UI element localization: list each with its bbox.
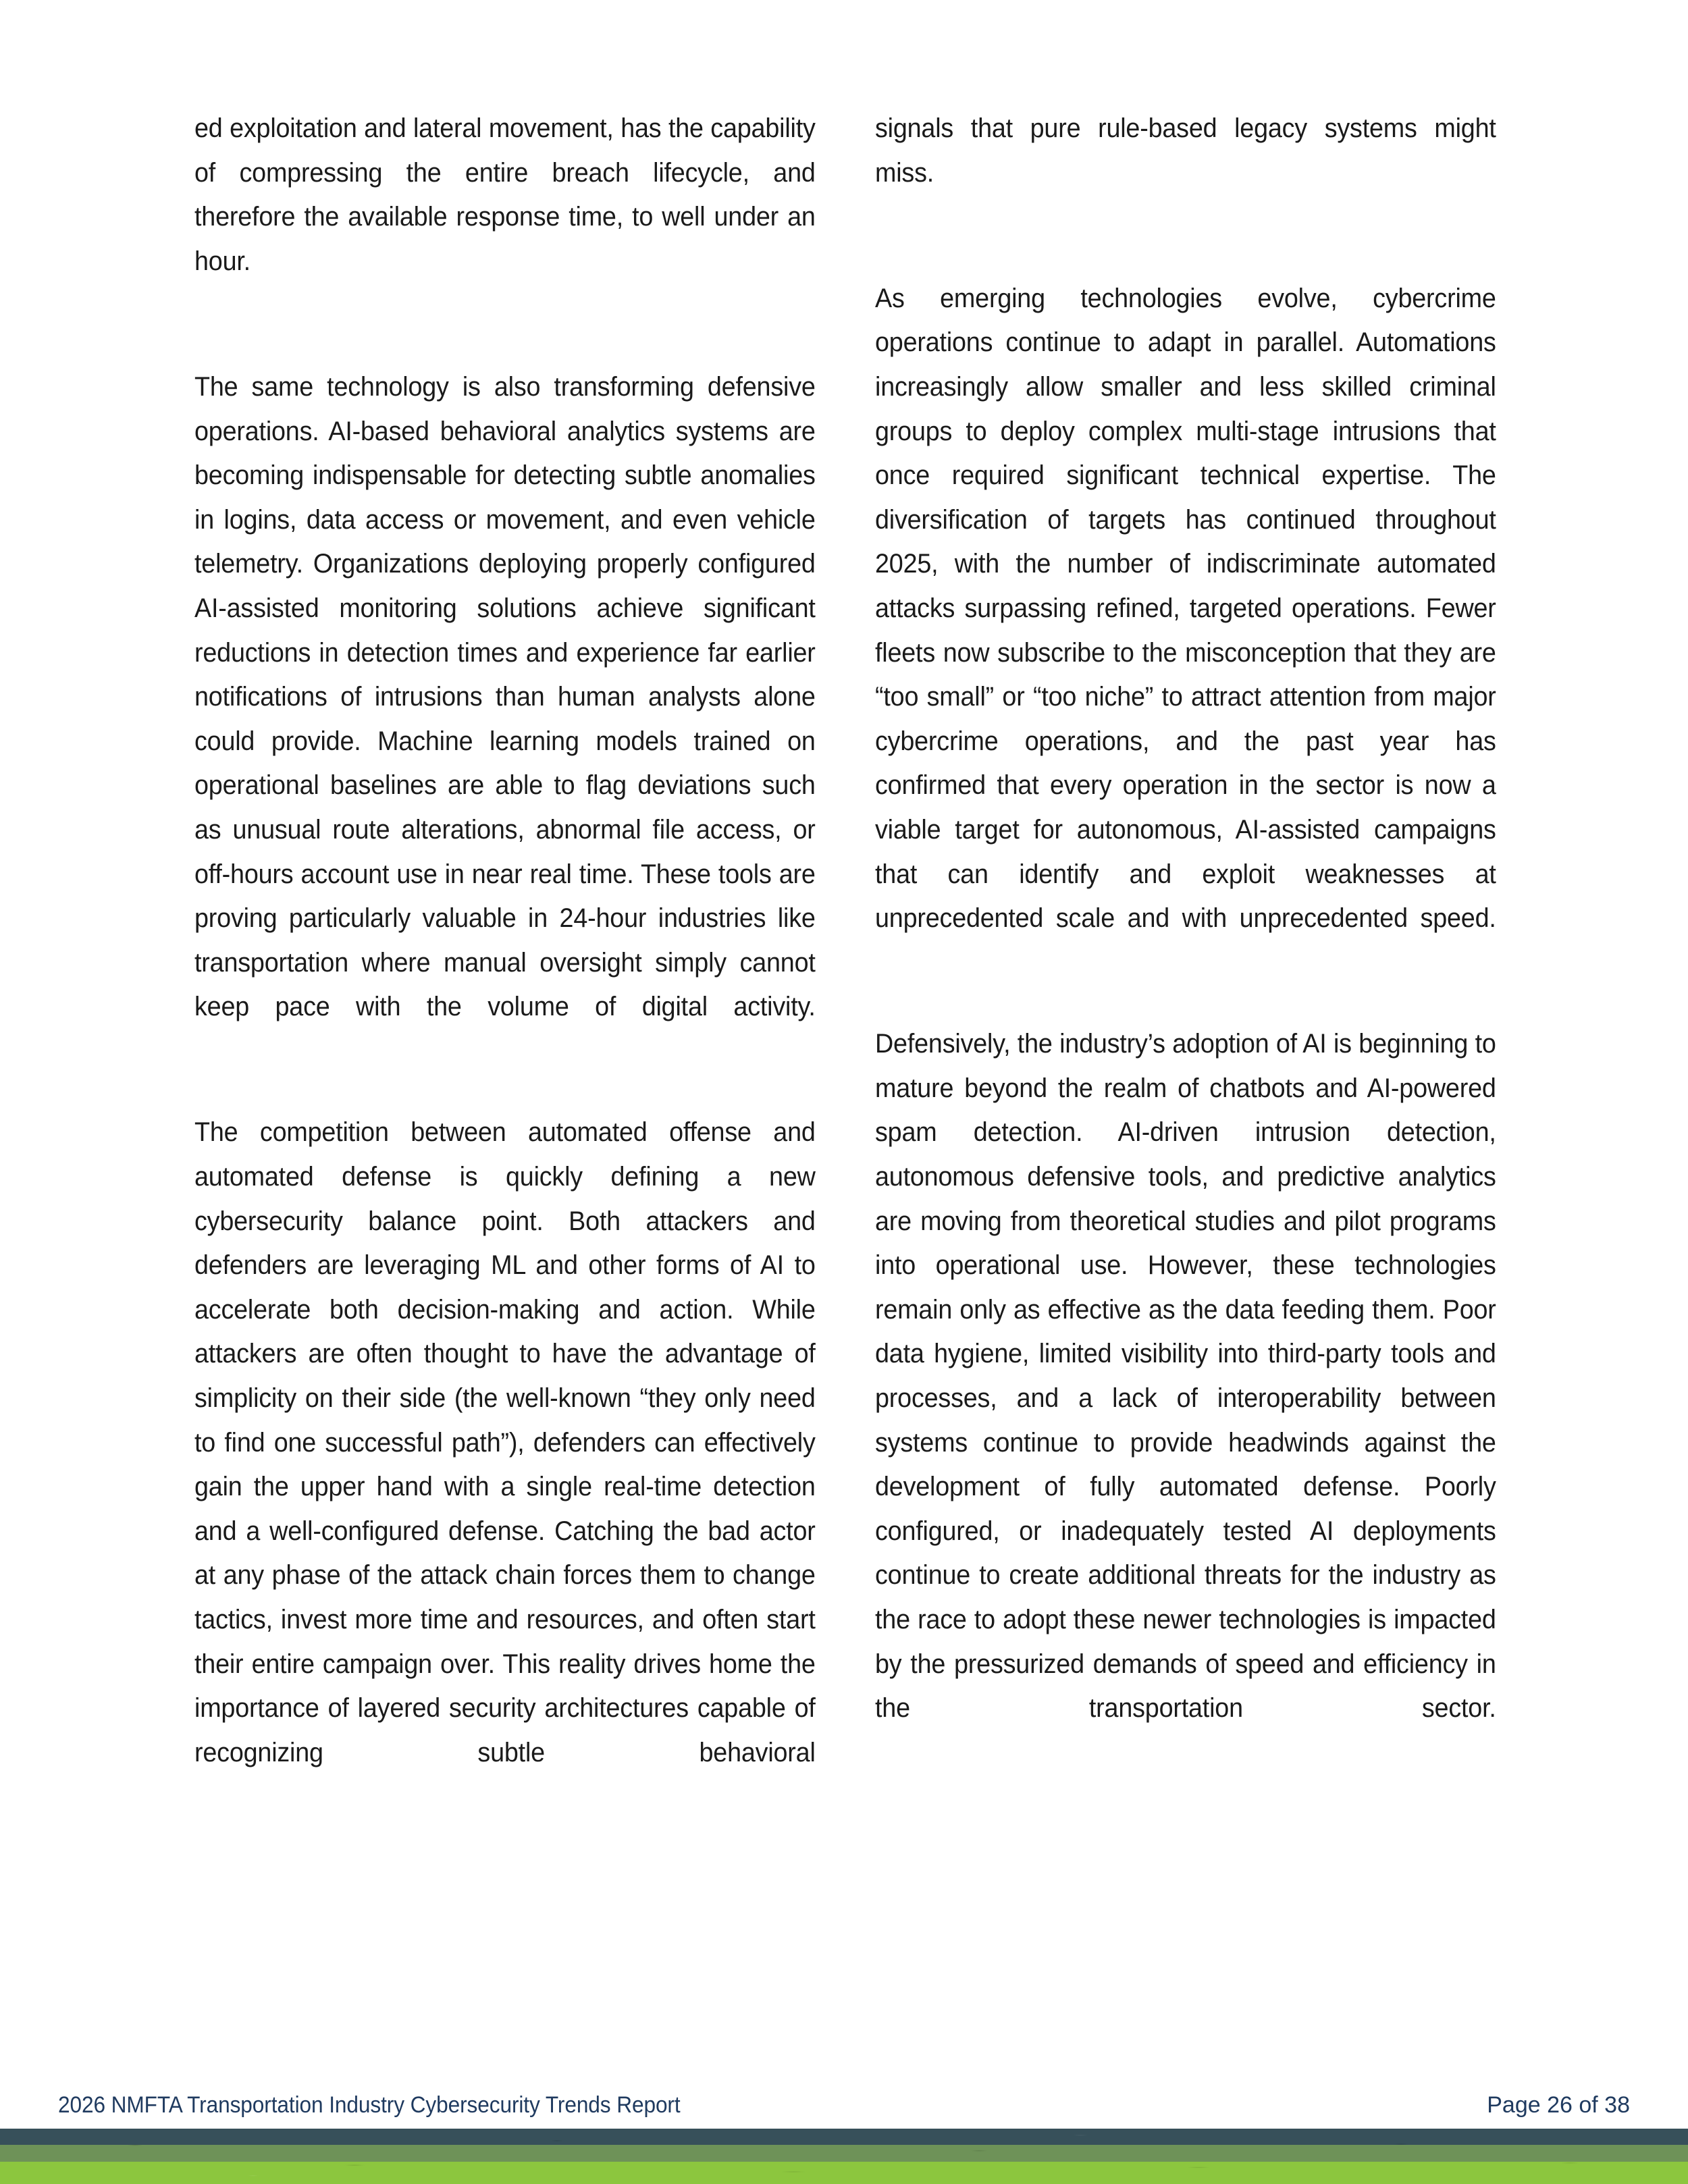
right-column [875, 107, 1496, 1819]
paragraph: ed exploitation and lateral movement, has the capability of compressing the entire breach lifecycle, and therefore the available response time, to well under an hour. [194, 113, 816, 276]
paragraph: signals that pure rule-based legacy systems might miss. [875, 113, 1496, 188]
footer-report-title: 2026 NMFTA Transportation Industry Cybersecurity Trends Report [58, 2092, 681, 2118]
band-dark-teal [0, 2129, 1688, 2145]
page-footer [0, 2081, 1688, 2129]
band-olive-green [0, 2145, 1688, 2162]
band-bright-green [0, 2162, 1688, 2184]
left-column [194, 107, 816, 1819]
two-column-body [194, 107, 1496, 1819]
footer-page-number: Page 26 of 38 [1487, 2092, 1630, 2118]
paragraph: The same technology is also transforming defensive operations. AI-based behavioral analytics systems are becoming indispensable for detecting subtle anomalies in logins, data access or movement, and even vehicle telemetry. Organizations deploying properly configured AI-assisted monitoring solutions achieve significant reductions in detection times and experience far earlier notifications of intrusions than human analysts alone could provide. Machine learning models trained on operational baselines are able to flag deviations such as unusual route alterations, abnormal file access, or off-hours account use in near real time. These tools are proving particularly valuable in 24-hour industries like transportation where manual oversight simply cannot keep pace with the volume of digital activity. [194, 371, 816, 1022]
paragraph: The competition between automated offense and automated defense is quickly defining a new cybersecurity balance point. Both attackers and defenders are leveraging ML and other forms of AI to accelerate both decision-making and action. While attackers are often thought to have the advantage of simplicity on their side (the well-known “they only need to find one successful path”), defenders can effectively gain the upper hand with a single real-time detection and a well-configured defense. Catching the bad actor at any phase of the attack chain forces them to change tactics, invest more time and resources, and often start their entire campaign over. This reality drives home the importance of layered security architectures capable of recognizing subtle behavioral [194, 1117, 816, 1767]
footer-decorative-bands [0, 2129, 1688, 2184]
paragraph: As emerging technologies evolve, cybercrime operations continue to adapt in parallel. Automations increasingly allow smaller and less skilled criminal groups to deploy complex multi-stage intrusions that once required significant technical expertise. The diversification of targets has continued throughout 2025, with the number of indiscriminate automated attacks surpassing refined, targeted operations. Fewer fleets now subscribe to the misconception that they are “too small” or “too niche” to attract attention from major cybercrime operations, and the past year has confirmed that every operation in the sector is now a viable target for autonomous, AI-assisted campaigns that can identify and exploit weaknesses at unprecedented scale and with unprecedented speed. [875, 283, 1496, 934]
paragraph: Defensively, the industry’s adoption of AI is beginning to mature beyond the realm of chatbots and AI-powered spam detection. AI-driven intrusion detection, autonomous defensive tools, and predictive analytics are moving from theoretical studies and pilot programs into operational use. However, these technologies remain only as effective as the data feeding them. Poor data hygiene, limited visibility into third-party tools and processes, and a lack of interoperability between systems continue to provide headwinds against the development of fully automated defense. Poorly configured, or inadequately tested AI deployments continue to create additional threats for the industry as the race to adopt these newer technologies is impacted by the pressurized demands of speed and efficiency in the transportation sector. [875, 1029, 1496, 1724]
